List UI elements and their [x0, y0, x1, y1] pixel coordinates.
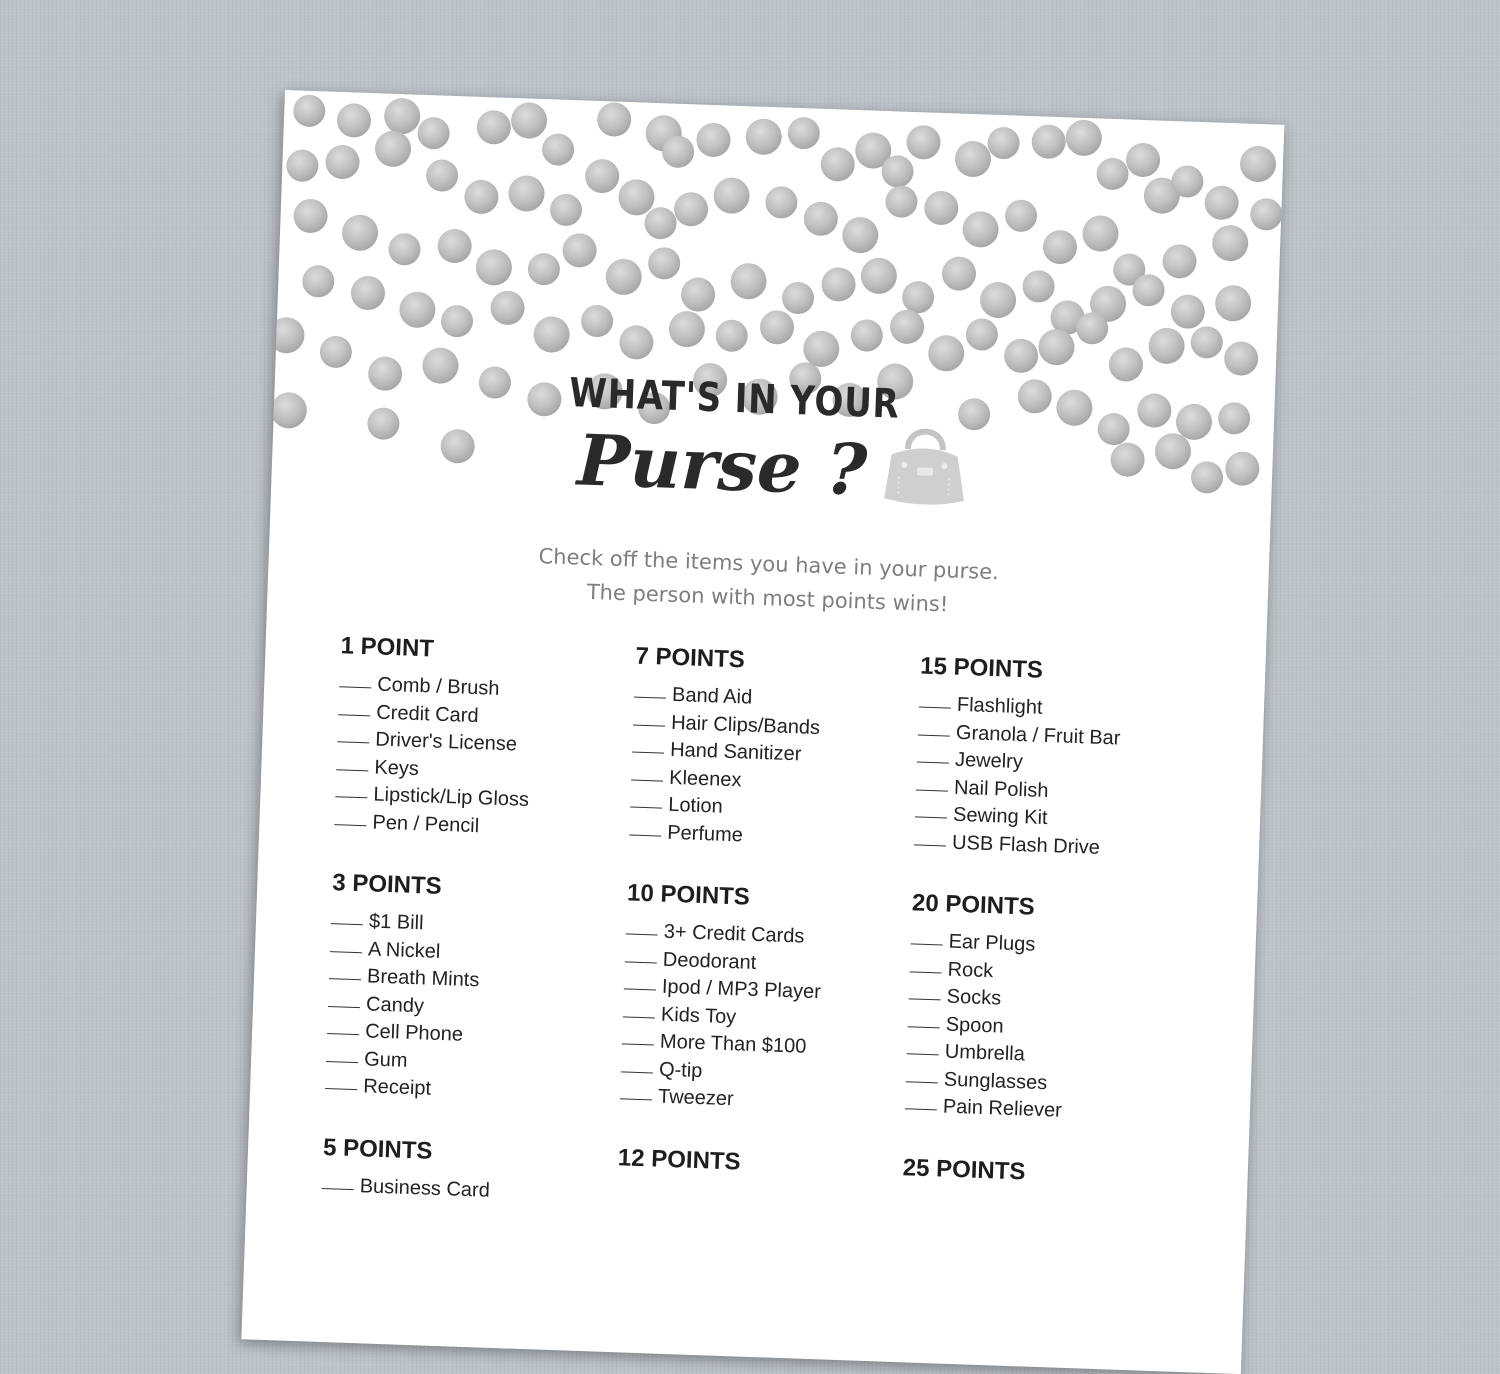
confetti-dot [510, 102, 547, 139]
points-group [334, 632, 621, 845]
checklist-item-label: Breath Mints [366, 965, 480, 992]
points-column-1 [320, 632, 621, 1242]
confetti-dot [782, 281, 815, 314]
points-group-title: 3 POINTS [331, 869, 443, 900]
checklist-item-label: Spoon [945, 1013, 1004, 1038]
confetti-dot [1031, 124, 1066, 159]
title-line-2: Purse ? [575, 418, 869, 512]
confetti-dot [464, 179, 499, 214]
confetti-dot [820, 147, 855, 182]
check-blank-line [322, 1187, 354, 1189]
title-line-1: WHAT'S IN YOUR [568, 370, 901, 428]
confetti-dot [850, 319, 883, 352]
check-blank-line [630, 806, 662, 808]
checklist-item-label: Hand Sanitizer [669, 738, 802, 766]
checklist-item-label: Kleenex [668, 766, 742, 791]
checklist-item-label: USB Flash Drive [951, 831, 1101, 859]
check-blank-line [330, 951, 362, 953]
checklist-item-label: Candy [365, 992, 425, 1017]
check-blank-line [326, 1061, 358, 1063]
confetti-dot [954, 140, 991, 177]
points-group [321, 1133, 603, 1208]
confetti-dot [581, 304, 614, 337]
checklist-item-label: Umbrella [944, 1040, 1026, 1066]
item-list [325, 907, 612, 1109]
checklist-item-label: Nail Polish [953, 776, 1049, 802]
confetti-dot [542, 133, 575, 166]
checklist-item-label: Credit Card [375, 701, 479, 727]
item-list [902, 1192, 1182, 1202]
check-blank-line [911, 943, 943, 945]
checklist-item-label: Band Aid [671, 683, 753, 709]
check-blank-line [622, 1043, 654, 1045]
check-blank-line [623, 1016, 655, 1018]
checklist-item-label: More Than $100 [659, 1030, 807, 1058]
confetti-dot [787, 117, 820, 150]
confetti-dot [286, 149, 319, 182]
confetti-dot [1148, 327, 1185, 364]
check-blank-line [908, 1026, 940, 1028]
check-blank-line [632, 752, 664, 754]
check-blank-line [329, 978, 361, 980]
check-blank-line [918, 734, 950, 736]
check-blank-line [914, 844, 946, 846]
confetti-dot [1162, 244, 1197, 279]
check-blank-line [328, 1006, 360, 1008]
points-group-title: 5 POINTS [322, 1133, 433, 1165]
checklist-item-label: Granola / Fruit Bar [955, 721, 1121, 750]
points-group [617, 1144, 898, 1182]
checklist-item-label: Tweezer [657, 1085, 735, 1111]
check-blank-line [336, 769, 368, 771]
checklist-item-label: Jewelry [954, 748, 1024, 774]
checklist-item-label: Sewing Kit [952, 803, 1048, 830]
confetti-dot [1212, 224, 1249, 261]
confetti-dot [803, 330, 840, 367]
item-list [334, 670, 620, 845]
checklist-item-label: Gum [363, 1047, 408, 1072]
confetti-dot [293, 198, 328, 233]
checklist-item-label: Kids Toy [660, 1003, 737, 1028]
confetti-dot [941, 256, 976, 291]
points-group [325, 869, 613, 1109]
check-blank-line [906, 1081, 938, 1083]
check-blank-line [327, 1033, 359, 1035]
confetti-dot [1224, 341, 1259, 376]
check-blank-line [626, 933, 658, 935]
confetti-dot [1239, 145, 1276, 182]
check-blank-line [335, 796, 367, 798]
confetti-dot [440, 305, 473, 338]
confetti-dot [713, 177, 750, 214]
confetti-dot [585, 159, 620, 194]
confetti-dot [597, 102, 632, 137]
confetti-dot [562, 233, 597, 268]
points-group-title: 20 POINTS [911, 889, 1036, 921]
checklist-item-label: Pain Reliever [942, 1095, 1063, 1122]
confetti-dot [374, 130, 411, 167]
check-blank-line [325, 1088, 357, 1090]
confetti-dot [644, 207, 677, 240]
confetti-dot [619, 325, 654, 360]
confetti-dot [987, 127, 1020, 160]
check-blank-line [331, 923, 363, 925]
check-blank-line [620, 1098, 652, 1100]
item-list [904, 927, 1191, 1129]
points-group [914, 653, 1201, 866]
item-list [629, 681, 915, 856]
confetti-dot [293, 94, 326, 127]
confetti-dot [821, 267, 856, 302]
confetti-dot [1082, 215, 1119, 252]
points-group [629, 643, 916, 856]
confetti-dot [508, 175, 545, 212]
checklist-item-label: Socks [946, 985, 1002, 1010]
confetti-dot [906, 125, 941, 160]
confetti-dot [527, 253, 560, 286]
confetti-dot [417, 117, 450, 150]
confetti-dot [696, 122, 731, 157]
confetti-dot [475, 249, 512, 286]
checklist-item-label: $1 Bill [368, 910, 424, 935]
points-group [904, 889, 1192, 1129]
points-group-title: 12 POINTS [617, 1143, 742, 1176]
confetti-dot [965, 318, 998, 351]
confetti-dot [860, 257, 897, 294]
confetti-dot [730, 263, 767, 300]
checklist-item-label: Ipod / MP3 Player [661, 975, 822, 1004]
confetti-dot [399, 291, 436, 328]
checklist-item-label: Keys [374, 756, 420, 780]
check-blank-line [909, 998, 941, 1000]
confetti-dot [681, 277, 716, 312]
confetti-dot [674, 192, 709, 227]
confetti-dot [1125, 142, 1160, 177]
confetti-dot [1215, 285, 1252, 322]
item-list [620, 917, 907, 1119]
confetti-dot [1065, 119, 1102, 156]
instructions [267, 530, 1269, 633]
checklist-item-label: Perfume [666, 821, 744, 846]
confetti-dot [924, 190, 959, 225]
confetti-dot [902, 281, 935, 314]
check-blank-line [634, 697, 666, 699]
confetti-dot [426, 159, 459, 192]
points-group [902, 1154, 1183, 1192]
check-blank-line [624, 988, 656, 990]
purse-icon [876, 416, 974, 514]
confetti-dot [1250, 198, 1283, 231]
points-group-title: 1 POINT [340, 632, 435, 663]
checklist-item-label: Q-tip [658, 1058, 703, 1082]
check-blank-line [625, 961, 657, 963]
points-group-title: 25 POINTS [902, 1153, 1026, 1185]
checklist-item-label: Ear Plugs [948, 930, 1036, 956]
confetti-dot [1005, 199, 1038, 232]
item-list [617, 1182, 897, 1192]
check-blank-line [338, 714, 370, 716]
confetti-dot [1190, 326, 1223, 359]
confetti-dot [549, 193, 582, 226]
confetti-dot [1042, 230, 1077, 265]
confetti-dot [1170, 294, 1205, 329]
checklist-item-label: Receipt [362, 1075, 432, 1100]
confetti-dot [759, 310, 794, 345]
check-blank-line [631, 779, 663, 781]
confetti-dot [476, 110, 511, 145]
checklist-item-label: A Nickel [367, 937, 441, 963]
confetti-dot [745, 118, 782, 155]
checklist-item-label: Rock [947, 958, 994, 982]
check-blank-line [905, 1108, 937, 1110]
item-list [914, 691, 1200, 866]
checklist-item-label: Business Card [359, 1174, 491, 1202]
checklist-item [321, 1171, 602, 1208]
points-group-title: 10 POINTS [626, 879, 751, 911]
checklist-item-label: Driver's License [375, 728, 518, 756]
confetti-dot [842, 217, 879, 254]
confetti-dot [618, 179, 655, 216]
instructions-line-2: The person with most points wins! [586, 579, 949, 617]
points-column-3 [901, 653, 1200, 1226]
confetti-dot [890, 309, 925, 344]
confetti-dot [962, 211, 999, 248]
checklist-item-label: Deodorant [662, 948, 757, 974]
confetti-dot [336, 103, 371, 138]
instructions-line-1: Check off the items you have in your purse. [538, 544, 1000, 585]
checklist-item-label: Hair Clips/Bands [670, 711, 821, 739]
confetti-dot [384, 97, 421, 134]
confetti-dot [533, 316, 570, 353]
check-blank-line [334, 824, 366, 826]
checklist-item-label: Flashlight [956, 693, 1043, 719]
confetti-dot [388, 233, 421, 266]
confetti-dot [302, 265, 335, 298]
confetti-dot [765, 186, 798, 219]
checklist-item-label: Lipstick/Lip Gloss [373, 783, 530, 811]
confetti-dot [325, 144, 360, 179]
confetti-dot [437, 228, 472, 263]
points-group [620, 879, 908, 1119]
item-list [321, 1171, 602, 1208]
check-blank-line [917, 761, 949, 763]
game-sheet [241, 90, 1284, 1374]
points-group-title: 15 POINTS [919, 652, 1044, 684]
check-blank-line [629, 834, 661, 836]
checklist-item-label: Lotion [667, 793, 724, 818]
check-blank-line [910, 971, 942, 973]
checklist-item-label: 3+ Credit Cards [663, 920, 805, 948]
checklist-item-label: Sunglasses [943, 1068, 1048, 1094]
checklist-item-label: Comb / Brush [376, 673, 500, 700]
confetti-dot [1096, 157, 1129, 190]
confetti-dot [668, 311, 705, 348]
confetti-dot [648, 247, 681, 280]
confetti-dot [1004, 338, 1039, 373]
confetti-dot [1204, 185, 1239, 220]
confetti-dot [350, 275, 385, 310]
confetti-dot [1022, 270, 1055, 303]
confetti-dot [803, 201, 838, 236]
check-blank-line [919, 706, 951, 708]
check-blank-line [621, 1071, 653, 1073]
confetti-dot [715, 319, 748, 352]
check-blank-line [915, 816, 947, 818]
check-blank-line [916, 789, 948, 791]
checklist-item-label: Pen / Pencil [372, 811, 480, 837]
points-column-2 [616, 643, 915, 1216]
confetti-dot [490, 290, 525, 325]
check-blank-line [907, 1053, 939, 1055]
confetti-dot [979, 281, 1016, 318]
confetti-dot [1108, 347, 1143, 382]
confetti-dot [605, 258, 642, 295]
confetti-dot [885, 185, 918, 218]
confetti-dot [341, 214, 378, 251]
check-blank-line [633, 724, 665, 726]
check-blank-line [337, 741, 369, 743]
checklist-item-label: Cell Phone [364, 1020, 464, 1046]
confetti-dot [928, 335, 965, 372]
confetti-dot [270, 317, 305, 354]
check-blank-line [339, 686, 371, 688]
points-group-title: 7 POINTS [634, 642, 746, 674]
